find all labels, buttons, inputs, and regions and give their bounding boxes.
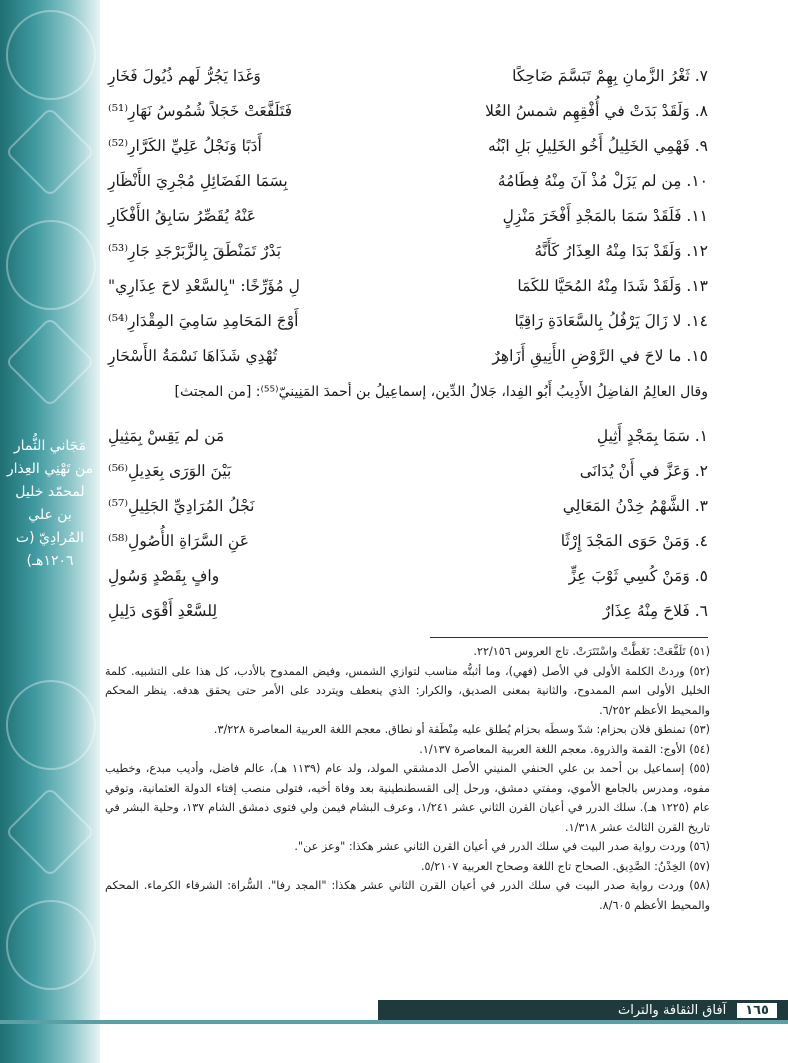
hemistich-second: أَوْجَ المَحَامِدِ سَامِيَ المِقْدَارِ⁽⁵⁴⁾ (108, 311, 299, 330)
footnote: (٥٣) تمنطق فلان بحزام: شدّ وسطَه بحزام يُطلق عليه مِنْطَقة أو نطاق. معجم اللغة العربية المعاصرة ٣/٢٢٨. (213, 723, 710, 736)
footnote: (٥٧) الخِدْنُ: الصَّدِيق. الصحاح تاج اللغة وصحاح العربية ٥/٢١٠٧. (420, 859, 710, 873)
poem-line (108, 163, 708, 198)
poem-line (108, 488, 708, 523)
hemistich-second: عَنْهُ يُقَصِّرُ سَابِقُ الأَفْكَارِ (108, 206, 257, 225)
poem-line (108, 453, 708, 488)
sidebar-decoration (0, 0, 100, 1063)
side-title: مَجَاني الثُّمار من تَهْنِي العِذار لمحمّد خليل بن علي المُرادِيّ (ت ١٢٠٦هـ) (6, 438, 94, 569)
hemistich-first: ٨. وَلَقَدْ بَدَتْ في أُفْقِهِم شمسُ العُلا (485, 101, 708, 120)
footnote: (٥٨) وردت رواية صدر البيت في سلك الدرر في أعيان القرن الثاني عشر هكذا: "المجد رفا". السُّراة: الشرفاء الكرماء. المحكم والمحيط الأعظم ٨/٦٠٥. (105, 879, 710, 912)
poem-line (108, 128, 708, 163)
hemistich-second: مَن لم يَقِسْ بِمَثِيلِ (108, 426, 225, 445)
journal-title: آفاق الثقافة والتراث (618, 1002, 727, 1018)
hemistich-second: بِسَمَا الفَضَائِلِ مُجْرِيَ الأَنْظَارِ (108, 171, 288, 190)
hemistich-first: ٩. فَهْمِي الخَلِيلُ أَخُو الخَلِيلِ بَلِ ابْنُه (488, 136, 708, 155)
hemistich-first: ٧. ثَغْرُ الزَّمانِ بِهِمْ تَبَسَّمَ ضَاحِكًا (512, 66, 708, 85)
poem-intro: وقال العالِمُ الفاضِلُ الأَدِيبُ أَبُو الفِدا، جَلالُ الدِّين، إسماعِيلُ بن أحمدَ المَنِينيّ⁽⁵⁵⁾: [من المجتث] (174, 384, 708, 400)
hemistich-second: لِلسَّعْدِ أَقْوَى دَلِيلِ (108, 601, 218, 620)
poem-block-2 (108, 418, 708, 628)
hemistich-second: نَجْلُ المُرَادِيِّ الجَلِيلِ⁽⁵⁷⁾ (108, 496, 255, 515)
poem-line (108, 418, 708, 453)
poem-line (108, 268, 708, 303)
footnote: (٥٤) الأوج: القمة والذروة. معجم اللغة العربية المعاصرة ١/١٣٧. (419, 742, 710, 756)
poem-line (108, 523, 708, 558)
footnote: (٥٦) وردت رواية صدر البيت في سلك الدرر في أعيان القرن الثاني عشر هكذا: "وعز عن". (294, 840, 710, 853)
page-number: ١٦٥ (736, 1002, 778, 1019)
hemistich-second: وافٍ بِقَصْدٍ وَسُولِ (108, 566, 220, 585)
footnote: (٥١) تَلَفَّعَتْ: تَغَطَّتْ واسْتَتَرَتْ. تاج العروس ٢٢/١٥٦. (473, 645, 710, 658)
ornament-circle (6, 10, 96, 100)
poem-line (108, 58, 708, 93)
poem-line (108, 93, 708, 128)
ornament-square (5, 317, 96, 408)
hemistich-second: بَيْنَ الوَرَى بِعَدِيلِ⁽⁵⁶⁾ (108, 461, 232, 480)
hemistich-second: عَنِ السَّرَاةِ الأُصُولِ⁽⁵⁸⁾ (108, 531, 249, 550)
hemistich-second: بَدْرٌ تَمَنْطَقَ بِالزَّبَرْجَدِ جَارِ⁽⁵³⁾ (108, 241, 282, 260)
hemistich-first: ٤. وَمَنْ حَوَى المَجْدَ إِرْثًا (560, 531, 708, 550)
footnote-divider (430, 637, 708, 638)
hemistich-second: تُهْدِي شَذَاهَا نَسْمَةُ الأَسْحَارِ (108, 346, 278, 365)
hemistich-first: ٢. وَعَزَّ في أَنْ يُدَانَى (579, 461, 708, 480)
hemistich-first: ١٤. لا زَالَ يَرْفُلُ بِالسَّعَادَةِ رَاقِيًا (514, 311, 708, 330)
ornament-circle (6, 680, 96, 770)
hemistich-first: ١٠. مِن لم يَزَلْ مُذْ آنَ مِنْهُ فِطَامُهُ (497, 171, 708, 190)
poem-line (108, 558, 708, 593)
footer-bar (0, 1020, 788, 1024)
hemistich-second: فَتَلَفَّعَتْ خَجَلاً شُمُوسُ نَهَارِ⁽⁵¹⁾ (108, 101, 292, 120)
footnotes (105, 642, 710, 915)
ornament-square (5, 107, 96, 198)
hemistich-first: ١١. فَلَقَدْ سَمَا بالمَجْدِ أَفْخَرَ مَنْزِلٍ (502, 206, 708, 225)
hemistich-second: وَغَدَا يَجُرُّ لَهم ذُيُولَ فَخَارِ (108, 66, 261, 85)
hemistich-first: ٥. وَمَنْ كُسِي ثَوْبَ عِزٍّ (568, 566, 708, 585)
poem-block-1 (108, 58, 708, 373)
ornament-square (5, 787, 96, 878)
footnote: (٥٥) إسماعيل بن أحمد بن علي الحنفي المنيني الأصل الدمشقي المولد، ولد عام (١١٣٩ هـ)، عالم فاضل، وأديب مبدع، وخطيب مفوه، ومدرس بالجامع الأموي، ومفتي دمشق، ورحل إلى القسطنطينية بعد وفاة أخيه، فتولى منصب إفتاء الدولة العثمانية، وتوفي عام (١٢٢٥ هـ). سلك الدرر في أعيان القرن الثاني عشر ١/٢٤١، وعرف البشام فيمن ولي فتوى دمشق الشام ١٣٧، وحلية البشر في تاريخ القرن الثالث عشر ١/٣١٨. (105, 762, 710, 834)
hemistich-first: ١٥. ما لاحَ في الرَّوْضِ الأَنِيقِ أَزَاهِرٌ (492, 346, 708, 365)
ornament-circle (6, 900, 96, 990)
hemistich-second: أَدَبًا وَنَجْلُ عَلِيِّ الكَرَّارِ⁽⁵²⁾ (108, 136, 262, 155)
poem-line (108, 233, 708, 268)
poem-line (108, 303, 708, 338)
hemistich-first: ١٣. وَلَقَدْ شَدَا مِنْهُ المُحَيَّا للكَمَا (517, 276, 708, 295)
hemistich-first: ١. سَمَا بِمَجْدٍ أَثِيلِ (596, 426, 708, 445)
page-footer (378, 1000, 788, 1020)
footnote: (٥٢) وردتْ الكلمة الأولى في الأصل (فهي)، وما أثبتُّه مناسب لتوازي الشمس، وفيض الممدوح بالأدب، كل هذا على التشبيه. كلمة الخليل الأولى اسم الممدوح، والثانية بمعنى الصديق، والكرار: الذي ينعطف ويتردد على الأمر حتى يحقق هدفه. ينظر المحكم والمحيط الأعظم ٦/٢٥٢. (105, 664, 710, 717)
hemistich-first: ٣. الشَّهْمُ خِدْنُ المَعَالِي (562, 496, 708, 515)
poem-line (108, 338, 708, 373)
hemistich-second: لِ مُؤَرِّخًا: "بِالسَّعْدِ لاحَ عِذَارِي" (108, 276, 300, 295)
hemistich-first: ١٢. وَلَقَدْ بَدَا مِنْهُ العِذَارُ كَأَنَّهُ (534, 241, 708, 260)
poem-line (108, 593, 708, 628)
ornament-circle (6, 220, 96, 310)
poem-line (108, 198, 708, 233)
hemistich-first: ٦. فَلاحَ مِنْهُ عِذَارٌ (602, 601, 708, 620)
